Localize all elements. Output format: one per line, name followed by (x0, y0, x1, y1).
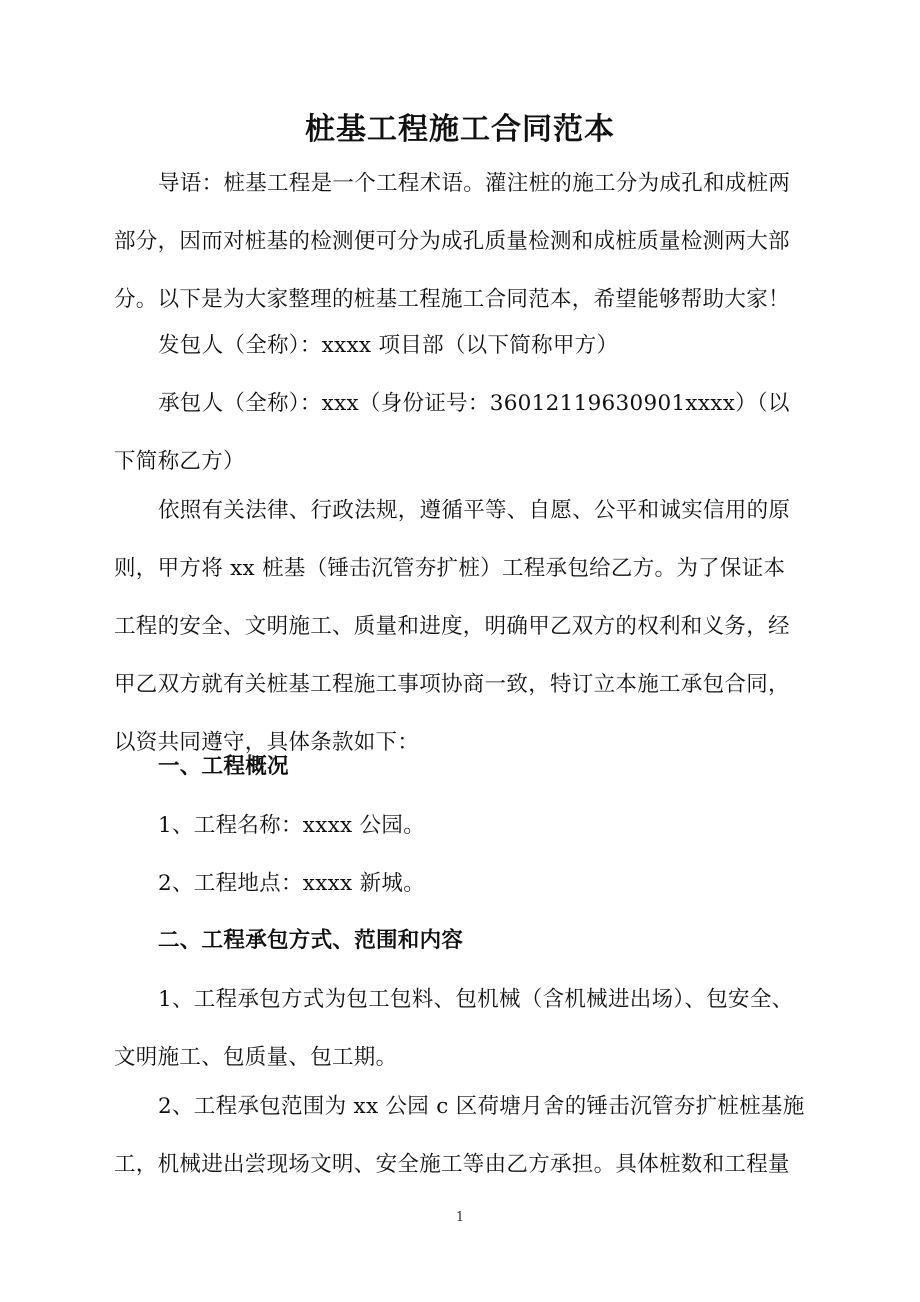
basis-paragraph: 依照有关法律、行政法规，遵循平等、自愿、公平和诚实信用的原则，甲方将 xx 桩基（锤击沉管夯扩桩）工程承包给乙方。为了保证本工程的安全、文明施工、质量和进度，明确甲乙双方的权利和义务，经甲乙双方就有关桩基工程施工事项协商一致，特订立本施工承包合同，以资共同遵守，具体条款如下： (114, 498, 791, 755)
party-b-paragraph: 承包人（全称）：xxx（身份证号：36012119630901xxxx）（以下简称乙方） (114, 391, 790, 474)
contract-scope-item: 2、工程承包范围为 xx 公园 c 区荷塘月舍的锤击沉管夯扩桩桩基施工，机械进出尝现场文明、安全施工等由乙方承担。具体桩数和工程量 (114, 1094, 805, 1177)
party-a-paragraph: 发包人（全称）：xxxx 项目部（以下简称甲方） (158, 333, 619, 358)
section-heading-overview: 一、工程概况 (158, 754, 289, 779)
project-name-item: 1、工程名称：xxxx 公园。 (158, 813, 426, 838)
intro-paragraph: 导语：桩基工程是一个工程术语。灌注桩的施工分为成孔和成桩两部分，因而对桩基的检测便可分为成孔质量检测和成桩质量检测两大部分。以下是为大家整理的桩基工程施工合同范本，希望能够帮助大家！ (114, 171, 791, 312)
project-location-item: 2、工程地点：xxxx 新城。 (158, 871, 426, 896)
page-number: 1 (455, 1210, 465, 1225)
contract-method-item: 1、工程承包方式为包工包料、包机械（含机械进出场）、包安全、文明施工、包质量、包工期。 (114, 987, 794, 1070)
document-title: 桩基工程施工合同范本 (305, 112, 615, 147)
section-heading-scope: 二、工程承包方式、范围和内容 (158, 928, 464, 953)
